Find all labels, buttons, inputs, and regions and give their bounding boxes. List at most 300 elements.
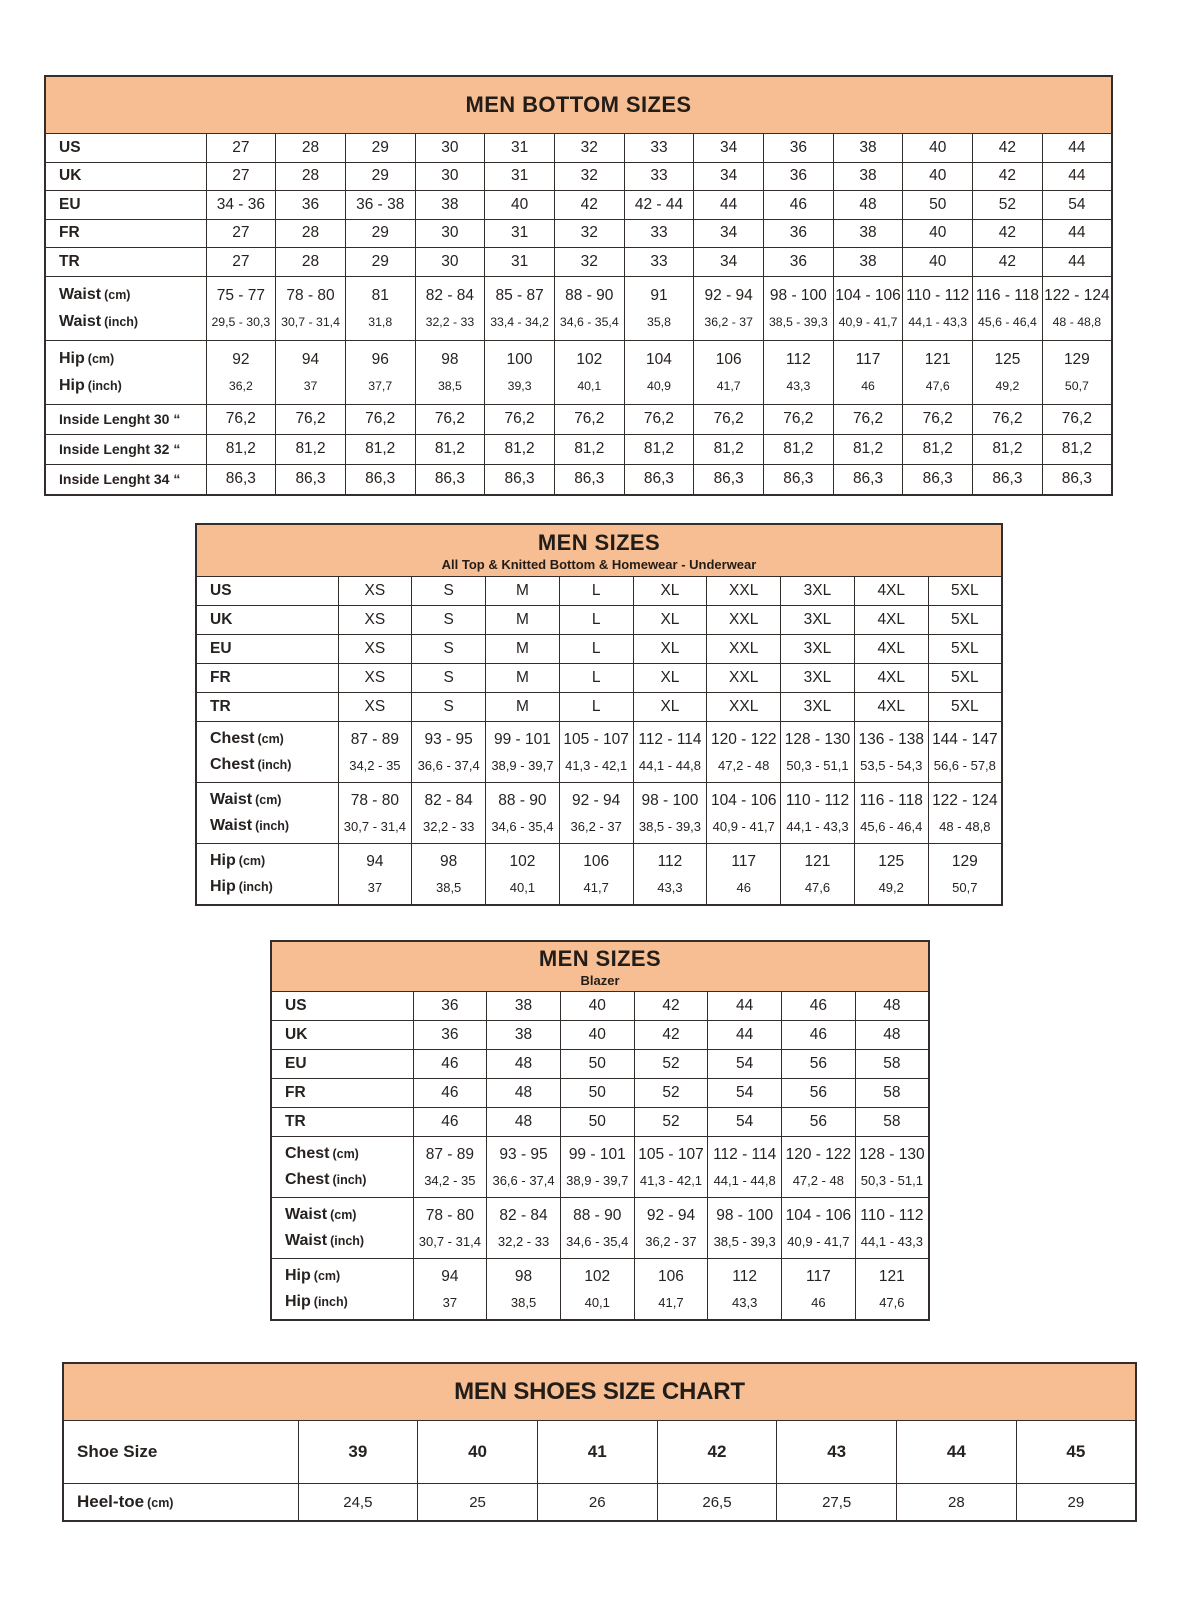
value: 31 — [510, 138, 529, 156]
value-cell — [764, 191, 834, 220]
value: 81,2 — [922, 440, 953, 457]
value: 29 — [371, 224, 389, 242]
value-inch: 39,3 — [507, 379, 532, 394]
value-cell — [276, 276, 346, 340]
value-cell — [634, 1259, 708, 1321]
value-cm: 81 — [371, 286, 389, 304]
value-cell — [560, 1137, 634, 1198]
value: 34 - 36 — [216, 195, 265, 213]
value: 76,2 — [783, 410, 814, 427]
value: 48 — [859, 195, 877, 213]
table-subtitle: All Top & Knitted Bottom & Homewear - Underwear — [441, 556, 757, 572]
value-cell — [764, 248, 834, 277]
value-cell — [560, 1198, 634, 1259]
value-cell — [634, 1021, 708, 1050]
table-row — [45, 219, 1112, 248]
value-cm: 106 — [715, 350, 742, 368]
row-label-bottom — [210, 817, 338, 835]
value-cell — [854, 693, 928, 722]
value-inch: 50,3 - 51,1 — [860, 1173, 923, 1188]
row-label-unit: (cm) — [255, 793, 282, 808]
value-inch: 45,6 - 46,4 — [978, 315, 1037, 330]
value-cell — [485, 404, 555, 434]
value-lines — [561, 1198, 634, 1258]
value-cell — [345, 464, 415, 495]
row-label: Hip — [285, 1293, 311, 1311]
row-label-cell — [196, 783, 338, 844]
value-cell — [903, 248, 973, 277]
row-label-unit: (cm) — [147, 1496, 174, 1510]
value-cell — [855, 992, 929, 1021]
row-label-bottom — [210, 878, 338, 896]
value: 50 — [588, 1084, 606, 1101]
value-cell — [624, 191, 694, 220]
table-row — [196, 606, 1002, 635]
value-cell — [487, 1137, 561, 1198]
value: 58 — [883, 1055, 901, 1072]
value: 44 — [720, 195, 738, 213]
value-cell — [634, 1137, 708, 1198]
value: 86,3 — [922, 470, 953, 487]
value-cell — [412, 664, 486, 693]
value: 28 — [301, 167, 320, 185]
value-cell — [781, 606, 855, 635]
value-inch: 32,2 - 33 — [422, 819, 475, 834]
row-label-unit: (inch) — [257, 758, 292, 773]
value-inch: 46 — [861, 379, 875, 394]
value: 42 - 44 — [634, 195, 684, 213]
row-label-cell — [196, 577, 338, 606]
value-inch: 37 — [442, 1295, 458, 1310]
value: 76,2 — [852, 410, 884, 427]
value: 76,2 — [1061, 410, 1092, 427]
value: 42 — [580, 195, 598, 213]
value-lines — [903, 341, 972, 404]
row-label-cell — [271, 1079, 413, 1108]
value-inch: 47,2 - 48 — [718, 758, 770, 773]
value-cell — [764, 404, 834, 434]
value-cm: 100 — [506, 350, 533, 368]
value-cm: 96 — [371, 350, 389, 368]
value-lines — [1043, 341, 1111, 404]
value-lines — [561, 1137, 634, 1197]
value-inch: 36,6 - 37,4 — [492, 1173, 555, 1188]
value-inch: 36,2 — [228, 379, 253, 394]
value: 40 — [588, 997, 606, 1014]
value-cell — [777, 1421, 897, 1484]
row-label: Chest — [210, 730, 255, 748]
value-cell — [782, 1198, 856, 1259]
table-row — [63, 1484, 1136, 1522]
value-inch: 44,1 - 44,8 — [713, 1173, 776, 1188]
value-inch: 47,2 - 48 — [792, 1173, 845, 1188]
row-label-cell — [196, 722, 338, 783]
value-cell — [855, 1198, 929, 1259]
value-lines — [485, 277, 554, 340]
value-cell — [338, 783, 412, 844]
value: 40 — [510, 195, 529, 213]
value-cell — [206, 404, 276, 434]
value-cell — [777, 1484, 897, 1522]
value-cell — [973, 276, 1043, 340]
men-shoes-size-chart-grid — [62, 1362, 1137, 1522]
value-lines — [694, 341, 763, 404]
value-inch: 56,6 - 57,8 — [933, 758, 996, 773]
value-cm: 98 — [514, 1268, 533, 1285]
value-cell — [833, 162, 903, 191]
value-cell — [633, 693, 707, 722]
value-cell — [345, 404, 415, 434]
value: 36 - 38 — [356, 195, 405, 213]
value: 86,3 — [1061, 470, 1092, 487]
value-cell — [782, 992, 856, 1021]
value-inch: 36,2 - 37 — [645, 1234, 697, 1249]
row-label-cell — [63, 1421, 298, 1484]
value: XS — [364, 640, 386, 657]
value-cell — [854, 664, 928, 693]
header-row — [271, 941, 929, 992]
value-cm: 125 — [878, 853, 905, 870]
value-lines — [625, 341, 694, 404]
value-cm: 117 — [855, 350, 881, 368]
table-body — [45, 134, 1112, 495]
value-cell — [708, 1198, 782, 1259]
value: 76,2 — [225, 410, 256, 427]
value-cell — [485, 464, 555, 495]
value-cm: 121 — [878, 1268, 905, 1285]
value-cm: 144 - 147 — [932, 731, 998, 748]
value-lines — [487, 1198, 560, 1258]
value-lines — [207, 341, 276, 404]
value: 81,2 — [225, 440, 256, 457]
value-cell — [694, 191, 764, 220]
table-header — [196, 524, 1002, 577]
value-cell — [694, 404, 764, 434]
value-cell — [764, 434, 834, 464]
value-lines — [782, 1198, 855, 1258]
value: 32 — [580, 252, 598, 270]
value-cell — [694, 219, 764, 248]
value-cell — [624, 404, 694, 434]
value-cell — [903, 191, 973, 220]
value-cell — [903, 464, 973, 495]
value-inch: 38,5 - 39,3 — [768, 315, 828, 330]
value-cell — [928, 606, 1002, 635]
row-label: Heel-toe — [77, 1492, 145, 1511]
row-label-bottom — [285, 1232, 413, 1250]
value-inch: 38,5 — [437, 379, 462, 394]
value-cell — [781, 635, 855, 664]
row-label: TR — [59, 252, 80, 270]
value-cm: 102 — [584, 1268, 611, 1285]
value-cell — [833, 464, 903, 495]
value-cell — [781, 577, 855, 606]
value: 39 — [348, 1442, 368, 1461]
value: 44 — [946, 1442, 966, 1461]
value: 46 — [441, 1055, 459, 1072]
value: 86,3 — [504, 470, 535, 487]
value-cell — [413, 1079, 487, 1108]
value: 4XL — [877, 669, 906, 686]
row-label-cell — [45, 464, 206, 495]
table-row — [196, 722, 1002, 783]
value-cm: 88 - 90 — [498, 792, 547, 809]
row-label: Chest — [285, 1145, 330, 1163]
value-cell — [694, 340, 764, 404]
value: 32 — [580, 138, 598, 156]
value: 76,2 — [295, 410, 326, 427]
value-inch: 36,2 - 37 — [570, 819, 622, 834]
value-inch: 49,2 — [995, 379, 1020, 394]
value-cm: 117 — [731, 853, 757, 870]
value-cm: 116 - 118 — [859, 792, 923, 809]
value-lines — [707, 722, 780, 782]
table-row — [45, 464, 1112, 495]
value-cm: 75 - 77 — [216, 286, 265, 304]
value-cell — [345, 276, 415, 340]
value-inch: 36,2 - 37 — [704, 315, 753, 330]
row-label-unit: (cm) — [313, 1269, 341, 1284]
value-cell — [487, 1050, 561, 1079]
value-cm: 110 - 112 — [906, 286, 970, 304]
value-inch: 46 — [811, 1295, 826, 1310]
row-label-cell — [45, 276, 206, 340]
men-sizes-top-grid — [195, 523, 1003, 906]
value-cell — [1042, 191, 1112, 220]
value: 81,2 — [992, 440, 1023, 457]
value: 38 — [859, 167, 877, 185]
value-cm: 98 — [441, 350, 459, 368]
value-cell — [485, 134, 555, 163]
value: 50 — [929, 195, 947, 213]
value-cell — [903, 340, 973, 404]
value: 31 — [510, 252, 529, 270]
value-cell — [781, 844, 855, 906]
value-lines — [781, 844, 854, 904]
value-cell — [973, 219, 1043, 248]
value-cm: 82 - 84 — [424, 792, 473, 809]
value-inch: 50,7 — [1064, 379, 1089, 394]
value-cell — [694, 434, 764, 464]
table-row — [271, 1079, 929, 1108]
value-lines — [339, 844, 412, 904]
value-inch: 36,6 - 37,4 — [417, 758, 480, 773]
table-title: MEN SIZES — [537, 529, 661, 555]
value: 27 — [232, 167, 250, 185]
value: 4XL — [877, 640, 906, 657]
value-cell — [624, 276, 694, 340]
value-cell — [487, 1198, 561, 1259]
value-cm: 85 - 87 — [495, 286, 544, 304]
table-title-banner — [196, 524, 1002, 577]
value: 38 — [441, 195, 459, 213]
row-label: US — [59, 138, 81, 156]
value-lines — [634, 844, 707, 904]
row-label: FR — [210, 669, 231, 686]
row-label: Waist — [210, 817, 253, 835]
value: L — [591, 582, 601, 599]
value-cell — [560, 1108, 634, 1137]
value: 36 — [789, 138, 807, 156]
value: XL — [660, 698, 680, 715]
row-label: EU — [210, 640, 232, 657]
value-inch: 44,1 - 43,3 — [908, 315, 968, 330]
value: 50 — [588, 1113, 606, 1130]
value-lines — [555, 277, 624, 340]
row-label-lines — [285, 1198, 413, 1258]
value-cm: 94 — [301, 350, 320, 368]
value-cell — [707, 577, 781, 606]
value-cell — [345, 191, 415, 220]
value-cell — [485, 434, 555, 464]
value-cell — [485, 340, 555, 404]
table-row — [45, 434, 1112, 464]
row-label-cell — [45, 434, 206, 464]
value: 81,2 — [434, 440, 465, 457]
row-label-unit: (cm) — [238, 854, 266, 869]
value-lines — [764, 277, 833, 340]
value: 5XL — [951, 698, 979, 715]
value: 81,2 — [1061, 440, 1092, 457]
value-inch: 41,3 - 42,1 — [565, 758, 628, 773]
value-lines — [929, 844, 1001, 904]
row-label-cell — [271, 1108, 413, 1137]
value-cell — [1042, 404, 1112, 434]
value-cell — [487, 992, 561, 1021]
value-lines — [634, 783, 707, 843]
value-inch: 50,3 - 51,1 — [786, 758, 849, 773]
value-inch: 34,2 - 35 — [424, 1173, 476, 1188]
value-cell — [485, 248, 555, 277]
value-cell — [633, 577, 707, 606]
value-cm: 99 - 101 — [493, 731, 551, 748]
table-body — [271, 992, 929, 1321]
value: 3XL — [803, 640, 832, 657]
value-cell — [1042, 219, 1112, 248]
value-lines — [856, 1259, 928, 1319]
value-cm: 122 - 124 — [932, 792, 998, 809]
table-row — [45, 134, 1112, 163]
value: L — [591, 669, 601, 686]
value-cell — [559, 664, 633, 693]
row-label-cell — [45, 191, 206, 220]
value-cell — [928, 635, 1002, 664]
row-label-cell — [196, 606, 338, 635]
value-cell — [415, 134, 485, 163]
value-cell — [486, 693, 560, 722]
row-label-bottom — [210, 756, 338, 774]
value-cm: 78 - 80 — [350, 792, 400, 809]
value-lines — [486, 844, 559, 904]
value-cell — [833, 434, 903, 464]
men-sizes-blazer-grid — [270, 940, 930, 1321]
value-cell — [206, 162, 276, 191]
value: 58 — [883, 1113, 901, 1130]
row-label-cell — [271, 1198, 413, 1259]
row-label: Waist — [285, 1206, 328, 1224]
value-lines — [346, 341, 415, 404]
value: 38 — [859, 138, 877, 156]
value-cell — [554, 464, 624, 495]
table-row — [196, 693, 1002, 722]
value: 56 — [809, 1113, 827, 1130]
row-label-unit: (cm) — [104, 287, 131, 302]
value: 3XL — [803, 698, 832, 715]
value: 48 — [883, 1026, 901, 1043]
value-cell — [415, 434, 485, 464]
value-cell — [418, 1421, 538, 1484]
value-cell — [559, 693, 633, 722]
value-lines — [412, 783, 485, 843]
value-lines — [487, 1137, 560, 1197]
value-cell — [694, 162, 764, 191]
value-cell — [1016, 1484, 1136, 1522]
value-inch: 38,9 - 39,7 — [566, 1173, 629, 1188]
value-cell — [276, 404, 346, 434]
row-label-cell — [45, 340, 206, 404]
table-body — [63, 1421, 1136, 1522]
value-cell — [903, 404, 973, 434]
value-lines — [834, 277, 903, 340]
value-cm: 104 - 106 — [785, 1207, 852, 1224]
value-cell — [624, 464, 694, 495]
value: XXL — [729, 611, 759, 628]
value-lines — [414, 1259, 487, 1319]
row-label-unit: (cm) — [330, 1208, 357, 1223]
value: 33 — [650, 252, 668, 270]
value-cell — [345, 162, 415, 191]
row-label-cell — [271, 1050, 413, 1079]
value: 86,3 — [643, 470, 675, 487]
row-label-top — [285, 1145, 413, 1163]
value: 42 — [998, 167, 1017, 185]
value-cell — [485, 219, 555, 248]
value-cell — [624, 340, 694, 404]
value: 33 — [650, 224, 668, 242]
value: S — [443, 698, 454, 715]
value-cell — [345, 434, 415, 464]
table-row — [196, 577, 1002, 606]
header-row — [45, 76, 1112, 134]
value-cm: 125 — [994, 350, 1021, 368]
table-header — [45, 76, 1112, 134]
table-row — [271, 1198, 929, 1259]
table-header — [271, 941, 929, 992]
value: XS — [364, 611, 386, 628]
value-cell — [855, 1021, 929, 1050]
value-cm: 94 — [366, 853, 384, 870]
value-cell — [554, 434, 624, 464]
value-cell — [633, 722, 707, 783]
value: 42 — [662, 997, 680, 1014]
value: XL — [660, 582, 680, 599]
value: 34 — [720, 252, 738, 270]
value-inch: 46 — [736, 880, 751, 895]
value-cell — [973, 162, 1043, 191]
row-label-unit: (inch) — [330, 1234, 365, 1249]
value: 27 — [232, 252, 250, 270]
value: 28 — [301, 252, 320, 270]
table-row — [45, 191, 1112, 220]
value-cm: 93 - 95 — [499, 1146, 548, 1163]
value-cell — [298, 1484, 418, 1522]
value-lines — [416, 277, 485, 340]
table-row — [271, 1137, 929, 1198]
value-cell — [537, 1421, 657, 1484]
value-cell — [928, 844, 1002, 906]
value-cell — [412, 635, 486, 664]
value-lines — [856, 1198, 928, 1258]
